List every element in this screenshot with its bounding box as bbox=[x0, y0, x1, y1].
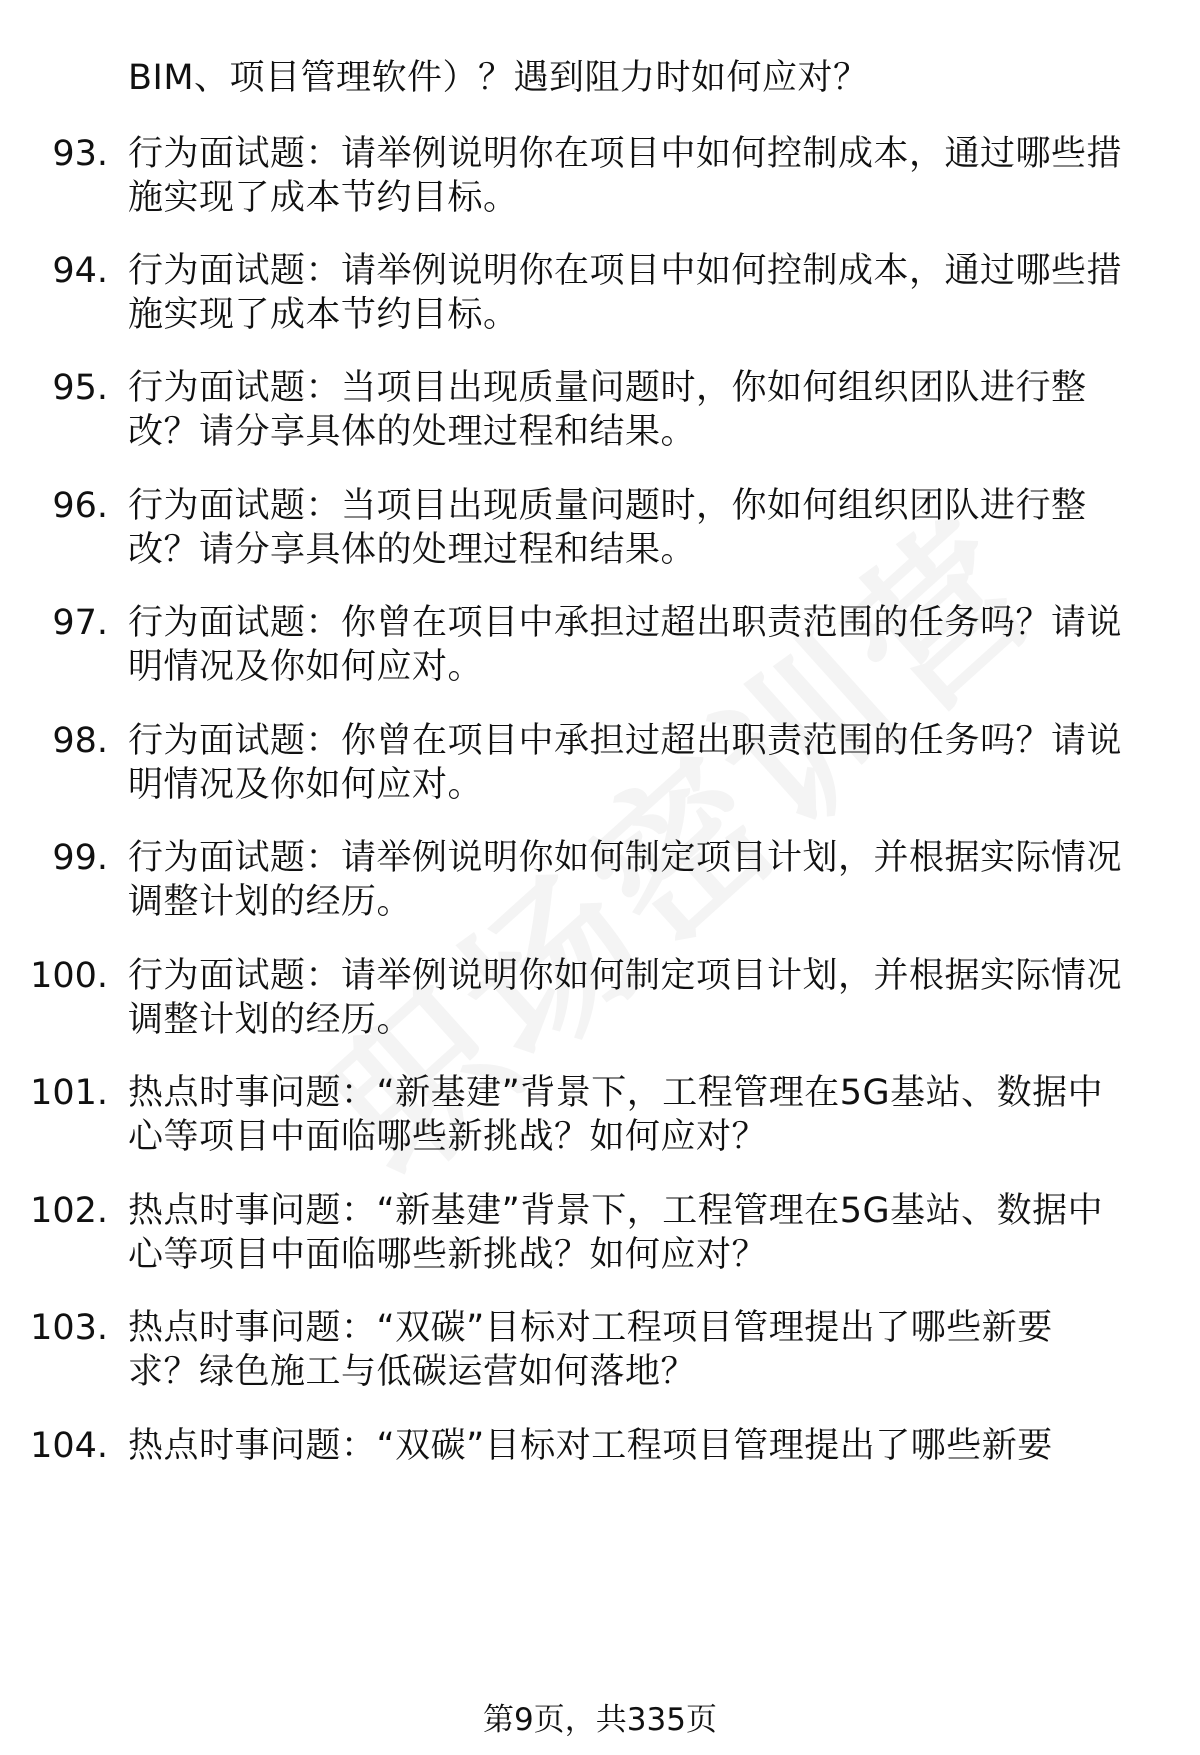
lead-line: BIM、项目管理软件）？遇到阻力时如何应对？ bbox=[128, 58, 869, 98]
item-number: 102. bbox=[30, 1191, 108, 1231]
item-text-line1: 行为面试题：请举例说明你如何制定项目计划，并根据实际情况 bbox=[128, 838, 1123, 878]
item-text-line2: 改？请分享具体的处理过程和结果。 bbox=[128, 412, 697, 452]
item-text-line1: 行为面试题：你曾在项目中承担过超出职责范围的任务吗？请说 bbox=[128, 603, 1123, 643]
item-text-line1: 行为面试题：当项目出现质量问题时，你如何组织团队进行整 bbox=[128, 368, 1087, 408]
item-number: 99. bbox=[52, 838, 108, 878]
item-text-line1: 行为面试题：你曾在项目中承担过超出职责范围的任务吗？请说 bbox=[128, 721, 1123, 761]
item-text-line2: 施实现了成本节约目标。 bbox=[128, 178, 519, 218]
item-text-line2: 心等项目中面临哪些新挑战？如何应对？ bbox=[128, 1235, 768, 1275]
item-text-line1: 行为面试题：请举例说明你如何制定项目计划，并根据实际情况 bbox=[128, 956, 1123, 996]
item-number: 93. bbox=[52, 134, 108, 174]
page-footer: 第9页，共335页 bbox=[483, 1702, 717, 1738]
item-number: 104. bbox=[30, 1426, 108, 1466]
item-text-line2: 调整计划的经历。 bbox=[128, 882, 413, 922]
item-number: 96. bbox=[52, 486, 108, 526]
item-text-line1: 热点时事问题：“新基建”背景下，工程管理在5G基站、数据中 bbox=[128, 1191, 1104, 1231]
item-text-line1: 行为面试题：请举例说明你在项目中如何控制成本，通过哪些措 bbox=[128, 251, 1123, 291]
item-number: 94. bbox=[52, 251, 108, 291]
item-text-line2: 调整计划的经历。 bbox=[128, 1000, 413, 1040]
item-text-line2: 施实现了成本节约目标。 bbox=[128, 295, 519, 335]
item-number: 95. bbox=[52, 368, 108, 408]
item-number: 101. bbox=[30, 1073, 108, 1113]
item-text-line2: 明情况及你如何应对。 bbox=[128, 765, 484, 805]
item-text-line1: 热点时事问题：“双碳”目标对工程项目管理提出了哪些新要 bbox=[128, 1426, 1053, 1466]
item-text-line2: 心等项目中面临哪些新挑战？如何应对？ bbox=[128, 1117, 768, 1157]
item-text-line1: 热点时事问题：“双碳”目标对工程项目管理提出了哪些新要 bbox=[128, 1308, 1053, 1348]
item-text-line2: 求？绿色施工与低碳运营如何落地？ bbox=[128, 1352, 697, 1392]
item-number: 97. bbox=[52, 603, 108, 643]
item-number: 100. bbox=[30, 956, 108, 996]
item-number: 98. bbox=[52, 721, 108, 761]
item-text-line2: 明情况及你如何应对。 bbox=[128, 647, 484, 687]
item-text-line1: 行为面试题：当项目出现质量问题时，你如何组织团队进行整 bbox=[128, 486, 1087, 526]
item-text-line1: 行为面试题：请举例说明你在项目中如何控制成本，通过哪些措 bbox=[128, 134, 1123, 174]
item-number: 103. bbox=[30, 1308, 108, 1348]
item-text-line1: 热点时事问题：“新基建”背景下，工程管理在5G基站、数据中 bbox=[128, 1073, 1104, 1113]
item-text-line2: 改？请分享具体的处理过程和结果。 bbox=[128, 530, 697, 570]
